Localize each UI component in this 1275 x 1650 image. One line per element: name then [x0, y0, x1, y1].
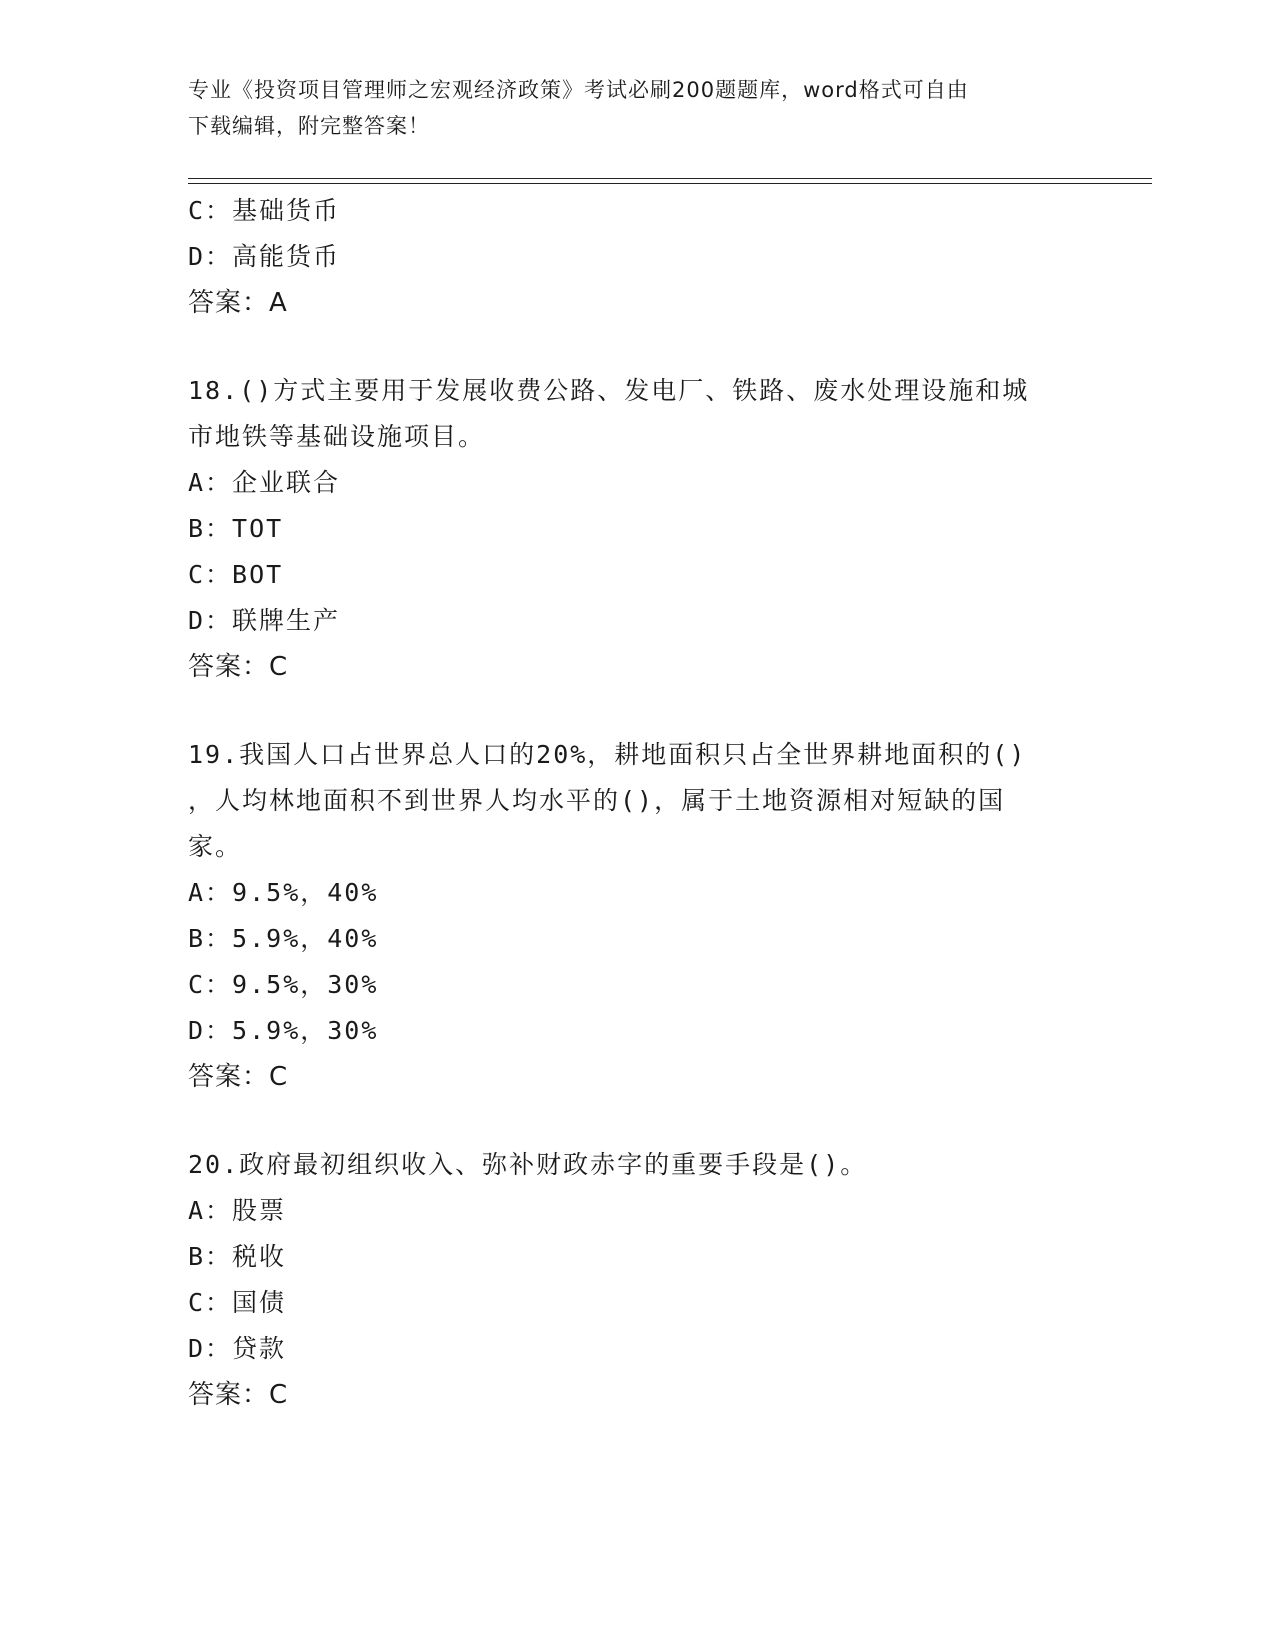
- header-line-1: 专业《投资项目管理师之宏观经济政策》考试必刷200题题库，word格式可自由: [188, 78, 969, 102]
- header-divider-top: [188, 178, 1152, 179]
- option-a: A：9.5%，40%: [188, 878, 379, 907]
- stem-line: 20.政府最初组织收入、弥补财政赤字的重要手段是()。: [188, 1150, 868, 1179]
- header-line-2: 下载编辑，附完整答案！: [188, 114, 430, 138]
- question-20: [188, 1142, 1078, 1418]
- option-c: C：BOT: [188, 560, 284, 589]
- option-d: D：高能货币: [188, 242, 341, 271]
- answer-line: 答案：C: [188, 652, 289, 682]
- option-c: C：基础货币: [188, 196, 341, 225]
- stem-line: ，人均林地面积不到世界人均水平的()，属于土地资源相对短缺的国: [188, 786, 1006, 815]
- question-19: [188, 732, 1078, 1100]
- answer-line: 答案：C: [188, 1062, 289, 1092]
- option-b: B：TOT: [188, 514, 284, 543]
- option-d: D：贷款: [188, 1334, 287, 1363]
- answer-line: 答案：A: [188, 288, 288, 318]
- stem-line: 18.()方式主要用于发展收费公路、发电厂、铁路、废水处理设施和城: [188, 376, 1030, 405]
- stem-line: 19.我国人口占世界总人口的20%，耕地面积只占全世界耕地面积的(): [188, 740, 1027, 769]
- question-stem: [188, 1142, 1078, 1188]
- question-stem: [188, 368, 1078, 460]
- option-d: D：联牌生产: [188, 606, 341, 635]
- option-c: C：国债: [188, 1288, 287, 1317]
- stem-line: 市地铁等基础设施项目。: [188, 422, 486, 451]
- option-d: D：5.9%，30%: [188, 1016, 379, 1045]
- question-stem: [188, 732, 1078, 870]
- option-b: B：5.9%，40%: [188, 924, 379, 953]
- question-18: [188, 368, 1078, 690]
- document-header: [188, 72, 1068, 144]
- answer-line: 答案：C: [188, 1380, 289, 1410]
- carryover-question: [188, 188, 1078, 326]
- option-b: B：税收: [188, 1242, 287, 1271]
- option-c: C：9.5%，30%: [188, 970, 379, 999]
- option-a: A：企业联合: [188, 468, 341, 497]
- stem-line: 家。: [188, 832, 243, 861]
- option-a: A：股票: [188, 1196, 287, 1225]
- header-divider-bottom: [188, 183, 1152, 184]
- question-list: [188, 188, 1078, 1418]
